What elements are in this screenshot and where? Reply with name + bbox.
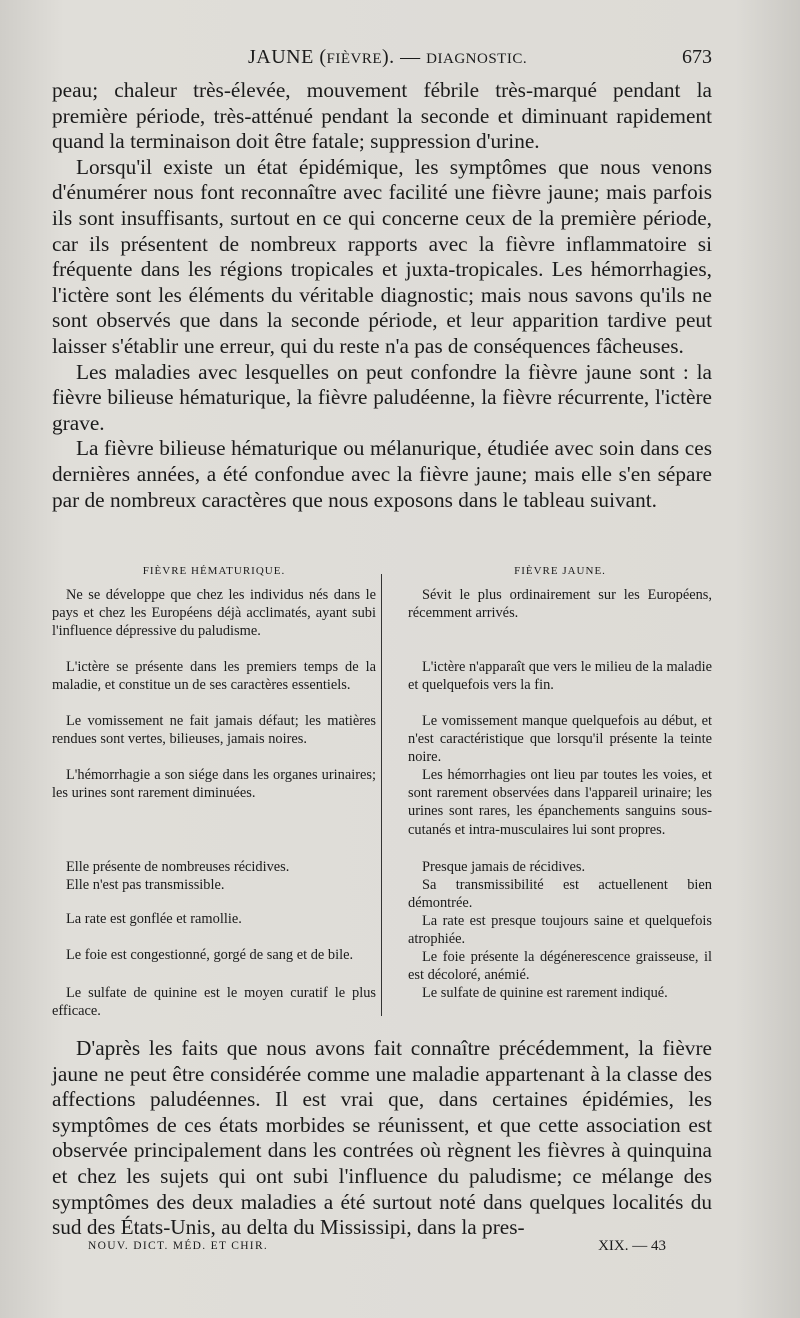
table-cell: Le vomissement manque quelquefois au début, et n'est caractéristique que lorsqu'il présente la teinte noire. [408, 713, 712, 766]
table-cell: L'ictère n'apparaît que vers le milieu de la maladie et quelquefois vers la fin. [408, 659, 712, 694]
paragraph: La fièvre bilieuse hématurique ou mélanurique, étudiée avec soin dans ces dernières années, a été confondue avec la fièvre jaune; mais elle s'en sépare par de nombreux caractères que nous exposons dans le tableau suivant. [52, 436, 712, 512]
column-header-left: FIÈVRE HÉMATURIQUE. [142, 565, 286, 577]
footer-signature-right: XIX. — 43 [598, 1238, 666, 1254]
paragraph: Lorsqu'il existe un état épidémique, les symptômes que nous venons d'énumérer nous font reconnaître avec facilité une fièvre jaune; mais parfois ils sont insuffisants, surtout en ce qui concerne ceux de la première période, car ils présentent de nombreux rapports avec la fièvre inflammatoire si fréquente dans les régions tropicales et juxta-tropicales. Les hémorrhagies, l'ictère sont les éléments du véritable diagnostic; mais nous savons qu'ils ne sont observés que dans la seconde période, et leur apparition tardive peut laisser s'établir une erreur, qui du reste n'a pas de conséquences fâcheuses. [52, 154, 712, 358]
table-cell: Elle n'est pas transmissible. [66, 877, 225, 893]
table-cell: L'hémorrhagie a son siége dans les organes urinaires; les urines sont rarement diminuées. [52, 767, 376, 802]
table-cell: Le foie est congestionné, gorgé de sang et de bile. [66, 947, 354, 963]
running-title: JAUNE (FIÈVRE). — DIAGNOSTIC. [248, 46, 528, 68]
comparison-table [52, 562, 712, 1022]
column-header-right: FIÈVRE JAUNE. [514, 565, 606, 577]
column-divider [381, 574, 382, 1016]
paragraph: D'après les faits que nous avons fait connaître précédemment, la fièvre jaune ne peut être considérée comme une maladie appartenant à la classe des affections paludéennes. Il est vrai que, dans certaines épidémies, les symptômes de ces états morbides se réunissent, et que cette association est observée principalement dans les contrées où règnent les fièvres à quinquina et chez les sujets qui ont subi l'influence du paludisme; ce mélange des symptômes des deux maladies a été surtout noté dans quelques localités du sud des États-Unis, au delta du Mississipi, dans la pres- [52, 1036, 712, 1240]
table-cell: Ne se développe que chez les individus nés dans le pays et chez les Européens déjà acclimatés, ayant subi l'influence dépressive du paludisme. [52, 587, 376, 640]
table-cell: La rate est presque toujours saine et quelquefois atrophiée. [408, 913, 712, 948]
body-text-top [52, 78, 712, 513]
running-header [48, 46, 712, 76]
table-cell: Les hémorrhagies ont lieu par toutes les voies, et sont rarement observées dans l'appareil urinaire; les urines sont rares, les épanchements sanguins sous-cutanés et intra-musculaires lui sont propres. [408, 767, 712, 838]
table-cell: Elle présente de nombreuses récidives. [66, 859, 290, 875]
table-cell: Le sulfate de quinine est le moyen curatif le plus efficace. [52, 985, 376, 1020]
table-cell: La rate est gonflée et ramollie. [66, 911, 242, 927]
table-cell: L'ictère se présente dans les premiers temps de la maladie, et constitue un de ses caractères essentiels. [52, 659, 376, 694]
paragraph: peau; chaleur très-élevée, mouvement fébrile très-marqué pendant la première période, très-atténué pendant la seconde et diminuant rapidement quand la terminaison doit être fatale; suppression d'urine. [52, 78, 712, 154]
table-cell: Le sulfate de quinine est rarement indiqué. [422, 985, 668, 1001]
table-cell: Sévit le plus ordinairement sur les Européens, récemment arrivés. [408, 587, 712, 622]
column-hematurique [52, 562, 376, 1020]
paragraph: Les maladies avec lesquelles on peut confondre la fièvre jaune sont : la fièvre bilieuse hématurique, la fièvre paludéenne, la fièvre récurrente, l'ictère grave. [52, 359, 712, 435]
table-cell: Le vomissement ne fait jamais défaut; les matières rendues sont vertes, bilieuses, jamais noires. [52, 713, 376, 748]
body-text-bottom [52, 1036, 712, 1241]
page-number: 673 [682, 46, 712, 68]
column-fievre-jaune [408, 562, 712, 1001]
table-cell: Le foie présente la dégénerescence graisseuse, il est décoloré, anémié. [408, 949, 712, 984]
table-cell: Sa transmissibilité est actuellenent bien démontrée. [408, 877, 712, 912]
page-footer [88, 1238, 666, 1260]
table-cell: Presque jamais de récidives. [422, 859, 586, 875]
footer-signature-left: NOUV. DICT. MÉD. ET CHIR. [88, 1240, 269, 1252]
